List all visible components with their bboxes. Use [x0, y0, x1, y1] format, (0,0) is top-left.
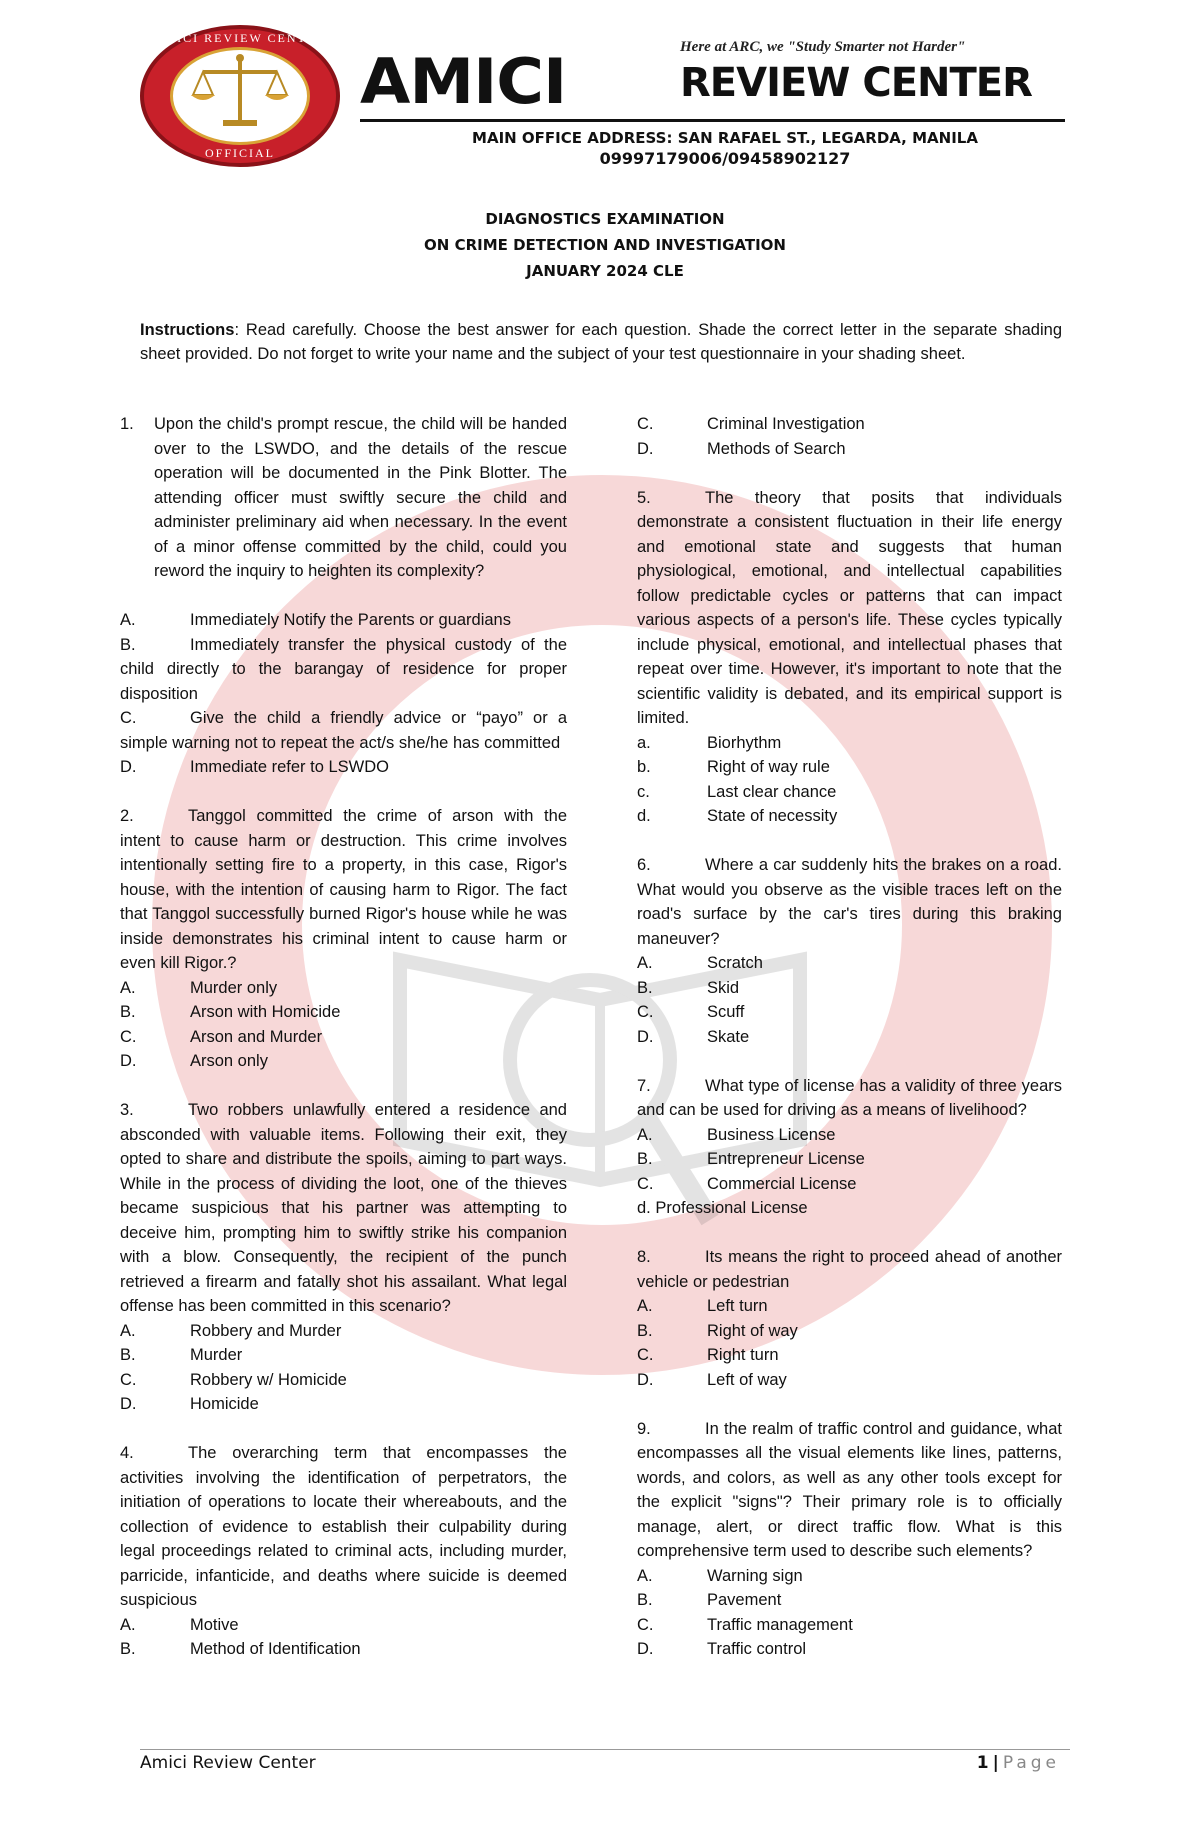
question-number: 1.	[120, 415, 134, 433]
question-text: In the realm of traffic control and guidance, what encompasses all the visual elements like lines, patterns, words, and colors, as well as any other tools except for the explicit "signs"? Their primary role is to officially manage, alert, or direct traffic flow. What is this comprehensive term used to describe such elements?	[637, 1419, 1062, 1560]
question-text: Where a car suddenly hits the brakes on a road. What would you observe as the visible traces left on the road's surface by the car's tires during this braking maneuver?	[637, 856, 1062, 948]
option: B. Arson with Homicide	[120, 1003, 341, 1021]
option: b. Right of way rule	[637, 758, 830, 776]
option: C. Robbery w/ Homicide	[120, 1370, 347, 1389]
option: C. Criminal Investigation	[637, 415, 865, 433]
option: A. Motive	[120, 1615, 239, 1634]
question-number: 9.	[637, 1419, 651, 1438]
option: A. Scratch	[637, 954, 763, 972]
question-number: 3.	[120, 1101, 134, 1119]
option: C. Scuff	[637, 1003, 745, 1021]
question-number: 4.	[120, 1444, 134, 1462]
option: A. Immediately Notify the Parents or guardians	[120, 611, 511, 629]
option: B. Pavement	[637, 1591, 782, 1609]
title-line-2: ON CRIME DETECTION AND INVESTIGATION	[424, 236, 786, 254]
option: A. Robbery and Murder	[120, 1321, 342, 1340]
option: B. Right of way	[637, 1321, 798, 1340]
question-3	[120, 1098, 567, 1319]
page-separator: |	[992, 1753, 999, 1773]
question-6	[637, 853, 1062, 951]
question-number: 6.	[637, 856, 651, 874]
question-2	[120, 804, 567, 976]
instructions	[140, 318, 1062, 366]
option: B. Immediately transfer the physical custody of the child directly to the barangay of residence for proper disposition	[120, 635, 567, 703]
page-label: Page	[1002, 1753, 1060, 1773]
option: A. Murder only	[120, 978, 278, 997]
option: C. Right turn	[637, 1346, 779, 1364]
instructions-text: : Read carefully. Choose the best answer for each question. Shade the correct letter in the separate shading sheet provided. Do not forget to write your name and the subject of your test questionnaire in your shading sheet.	[140, 321, 1062, 363]
option: D. Traffic control	[637, 1640, 807, 1658]
question-5	[637, 486, 1062, 731]
option: D. Immediate refer to LSWDO	[120, 758, 389, 776]
brand-name: AMICI	[360, 45, 567, 118]
left-column	[120, 412, 567, 1662]
brand-subtitle: REVIEW CENTER	[680, 60, 1032, 106]
header-divider	[360, 119, 1065, 122]
seal-logo	[140, 25, 340, 167]
question-number: 8.	[637, 1248, 651, 1266]
scales-icon	[173, 50, 307, 142]
question-text: The overarching term that encompasses the activities involving the identification of perpetrators, the initiation of operations to locate their whereabouts, and the collection of evidence to establish their culpability during legal proceedings related to criminal acts, including murder, parricide, infanticide, and deaths where suicide is deemed suspicious	[120, 1444, 567, 1609]
option: a. Biorhythm	[637, 733, 782, 752]
question-1	[120, 412, 567, 584]
option: C. Arson and Murder	[120, 1027, 323, 1046]
option: B. Murder	[120, 1346, 243, 1364]
question-number: 2.	[120, 807, 134, 825]
option: C. Commercial License	[637, 1174, 857, 1193]
question-number: 5.	[637, 488, 651, 507]
title-line-1: DIAGNOSTICS EXAMINATION	[485, 210, 725, 228]
option: d. State of necessity	[637, 807, 838, 825]
option: A. Business License	[637, 1125, 836, 1144]
option: c. Last clear chance	[637, 782, 837, 801]
option: D. Methods of Search	[637, 439, 846, 458]
question-text: Two robbers unlawfully entered a residence and absconded with valuable items. Following their exit, they opted to share and distribute the spoils, aiming to part ways. While in the process of dividing the loot, one of the thieves became suspicious that his partner was attempting to deceive him, prompting him to swiftly strike his companion with a blow. Consequently, the recipient of the punch retrieved a firearm and fatally shot his assailant. What legal offense has been committed in this scenario?	[120, 1101, 567, 1315]
option: D. Left of way	[637, 1370, 787, 1389]
exam-title	[140, 206, 1070, 284]
slogan: Here at ARC, we "Study Smarter not Harder"	[680, 39, 966, 55]
title-line-3: JANUARY 2024 CLE	[526, 262, 684, 280]
question-7	[637, 1074, 1062, 1123]
option: d. Professional License	[637, 1199, 808, 1217]
question-text: What type of license has a validity of three years and can be used for driving as a means of livelihood?	[637, 1076, 1062, 1119]
question-4	[120, 1441, 567, 1613]
phone-numbers: 09997179006/09458902127	[599, 149, 851, 168]
footer-divider	[140, 1749, 1070, 1750]
option: A. Left turn	[637, 1297, 768, 1315]
right-column	[637, 412, 1062, 1662]
question-text: Tanggol committed the crime of arson with the intent to cause harm or destruction. This crime involves intentionally setting fire to a property, in this case, Rigor's house, with the intention of causing harm to Rigor. The fact that Tanggol successfully burned Rigor's house while he was inside demonstrates his criminal intent to cause harm or even kill Rigor.?	[120, 807, 567, 972]
option: B. Method of Identification	[120, 1640, 361, 1658]
question-text: Upon the child's prompt rescue, the child will be handed over to the LSWDO, and the details of the rescue operation will be documented in the Pink Blotter. The attending officer must swiftly secure the child and administer preliminary aid when necessary. In the event of a minor offense committed by the child, could you reword the inquiry to heighten its complexity?	[154, 415, 567, 580]
question-text: Its means the right to proceed ahead of another vehicle or pedestrian	[637, 1248, 1062, 1291]
option: B. Entrepreneur License	[637, 1150, 865, 1168]
question-text: The theory that posits that individuals demonstrate a consistent fluctuation in their life energy and emotional state and suggests that human physiological, emotional, and intellectual capabilities follow predictable cycles or patterns that can impact various aspects of a person's life. These cycles typically include physical, emotional, and intellectual phases that repeat over time. However, it's important to note that the scientific validity is debated, and its empirical support is limited.	[637, 488, 1062, 727]
page-indicator	[977, 1753, 1060, 1773]
option: D. Skate	[637, 1027, 750, 1046]
question-9	[637, 1417, 1062, 1564]
option: B. Skid	[637, 978, 740, 997]
option: C. Traffic management	[637, 1615, 853, 1634]
option: C. Give the child a friendly advice or “payo” or a simple warning not to repeat the act/s she/he has committed	[120, 709, 567, 752]
option: D. Arson only	[120, 1052, 268, 1070]
seal-inner	[170, 47, 310, 145]
letterhead	[140, 25, 1070, 175]
footer-organization: Amici Review Center	[140, 1753, 316, 1773]
question-8	[637, 1245, 1062, 1294]
question-number: 7.	[637, 1076, 651, 1095]
instructions-label: Instructions	[140, 321, 235, 339]
office-address: MAIN OFFICE ADDRESS: SAN RAFAEL ST., LEGARDA, MANILA	[472, 129, 978, 147]
seal-top-text: AMICI REVIEW CENTER	[153, 31, 327, 45]
seal-bottom-text: OFFICIAL	[204, 146, 275, 160]
option: A. Warning sign	[637, 1566, 803, 1585]
page-number: 1	[976, 1753, 989, 1773]
option: D. Homicide	[120, 1395, 259, 1413]
